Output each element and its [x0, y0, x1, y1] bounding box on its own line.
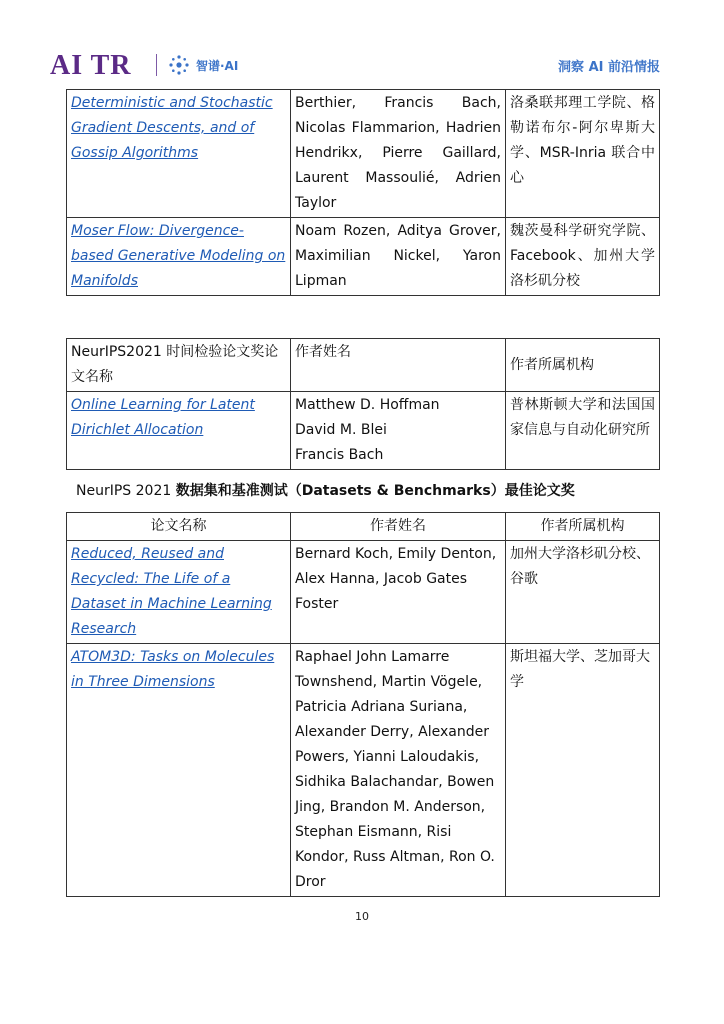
- table-header-row: [67, 513, 660, 541]
- zhipu-logo: [168, 54, 238, 76]
- section-title-bold: 数据集和基准测试（Datasets & Benchmarks）最佳论文奖: [175, 483, 575, 499]
- table-row: [67, 644, 660, 897]
- author-name: Matthew D. Hoffman: [295, 397, 440, 413]
- paper-title-cell: [67, 218, 291, 296]
- zhipu-logo-text: 智谱·AI: [196, 58, 239, 73]
- affiliation-cell: 加州大学洛杉矶分校、谷歌: [506, 541, 660, 644]
- paper-title-cell: [67, 90, 291, 218]
- zhipu-network-icon: [168, 54, 190, 76]
- paper-title-cell: [67, 644, 291, 897]
- header-divider: [156, 54, 157, 76]
- page-header: [50, 50, 660, 82]
- page-number: 10: [355, 910, 369, 923]
- paper-title-link[interactable]: Online Learning for Latent Dirichlet Allocation: [71, 397, 255, 438]
- authors-cell: Berthier, Francis Bach, Nicolas Flammarion, Hadrien Hendrikx, Pierre Gaillard, Laurent Massoulié, Adrien Taylor: [291, 90, 506, 218]
- paper-title-link[interactable]: Moser Flow: Divergence-based Generative Modeling on Manifolds: [71, 223, 286, 289]
- affiliation-cell: 洛桑联邦理工学院、格勒诺布尔-阿尔卑斯大学、MSR-Inria 联合中心: [506, 90, 660, 218]
- paper-title-link[interactable]: Reduced, Reused and Recycled: The Life of a Dataset in Machine Learning Research: [71, 546, 272, 637]
- affiliation-cell: 魏茨曼科学研究学院、Facebook、加州大学洛杉矶分校: [506, 218, 660, 296]
- table-row: [67, 392, 660, 470]
- author-name: David M. Blei: [295, 422, 387, 438]
- award-table-continued: [66, 89, 660, 296]
- paper-title-link[interactable]: Deterministic and Stochastic Gradient Descents, and of Gossip Algorithms: [71, 95, 273, 161]
- authors-cell: Noam Rozen, Aditya Grover, Maximilian Nickel, Yaron Lipman: [291, 218, 506, 296]
- header-affiliation: 作者所属机构: [506, 513, 660, 541]
- table-row: [67, 218, 660, 296]
- affiliation-cell: 斯坦福大学、芝加哥大学: [506, 644, 660, 897]
- paper-title-cell: [67, 541, 291, 644]
- header-authors: 作者姓名: [291, 513, 506, 541]
- header-authors: 作者姓名: [291, 339, 506, 392]
- header-paper-title: NeurIPS2021 时间检验论文奖论文名称: [67, 339, 291, 392]
- table-row: [67, 90, 660, 218]
- table-row: [67, 541, 660, 644]
- authors-cell: [291, 392, 506, 470]
- aitr-logo: AI TR: [50, 50, 132, 81]
- paper-title-link[interactable]: ATOM3D: Tasks on Molecules in Three Dimensions: [71, 649, 275, 690]
- author-name: Francis Bach: [295, 447, 384, 463]
- authors-cell: Bernard Koch, Emily Denton, Alex Hanna, Jacob Gates Foster: [291, 541, 506, 644]
- paper-title-cell: [67, 392, 291, 470]
- test-of-time-award-table: [66, 338, 660, 470]
- header-tagline: 洞察 AI 前沿情报: [558, 60, 660, 75]
- affiliation-cell: 普林斯顿大学和法国国家信息与自动化研究所: [506, 392, 660, 470]
- table-header-row: [67, 339, 660, 392]
- header-affiliation: 作者所属机构: [506, 339, 660, 392]
- header-paper-title: 论文名称: [67, 513, 291, 541]
- authors-cell: Raphael John Lamarre Townshend, Martin Vögele, Patricia Adriana Suriana, Alexander Derry, Alexander Powers, Yianni Laloudakis, Sidhika Balachandar, Bowen Jing, Brandon M. Anderson, Stephan Eismann, Risi Kondor, Russ Altman, Ron O. Dror: [291, 644, 506, 897]
- section-title-prefix: NeurIPS 2021: [76, 483, 176, 499]
- datasets-benchmarks-award-table: [66, 512, 660, 897]
- section-title: [76, 480, 575, 502]
